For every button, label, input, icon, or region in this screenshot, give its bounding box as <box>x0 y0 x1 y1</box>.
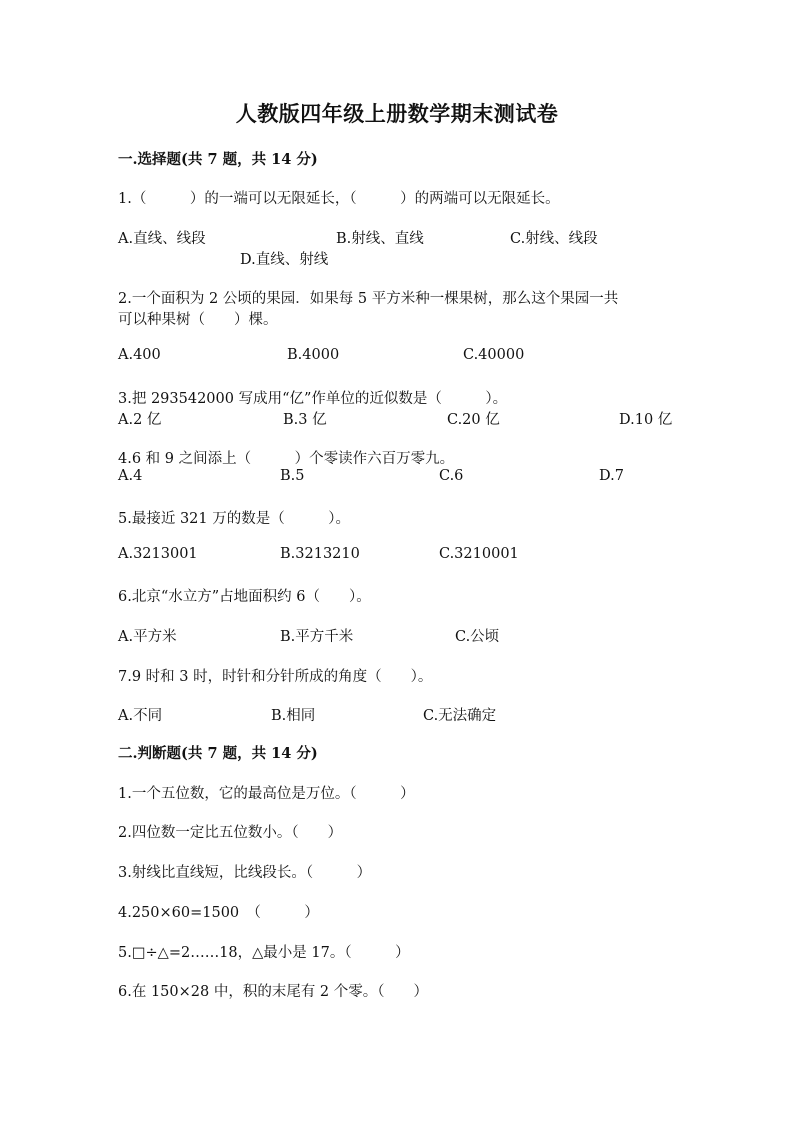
question-stem: 7.9 时和 3 时，时针和分针所成的角度（ ）。 <box>118 669 433 685</box>
judgment-item: 2.四位数一定比五位数小。（ ） <box>118 825 343 841</box>
option-b: B.射线、直线 <box>336 231 424 247</box>
judgment-item: 1.一个五位数，它的最高位是万位。（ ） <box>118 786 415 802</box>
option-a: A.不同 <box>118 708 163 724</box>
judgment-item: 5.□÷△=2……18，△最小是 17。（ ） <box>118 945 410 961</box>
option-d: D.10 亿 <box>619 412 673 428</box>
option-a: A.直线、线段 <box>118 231 206 247</box>
question-stem: 4.6 和 9 之间添上（ ）个零读作六百万零九。 <box>118 451 455 467</box>
option-c: C.40000 <box>463 347 525 363</box>
option-a: A.4 <box>118 468 143 484</box>
option-c: C.6 <box>439 468 464 484</box>
option-a: A.2 亿 <box>118 412 162 428</box>
option-c: C.射线、线段 <box>510 231 598 247</box>
judgment-item: 4.250×60=1500 （ ） <box>118 905 319 921</box>
option-d: D.7 <box>599 468 624 484</box>
option-a: A.3213001 <box>118 546 198 562</box>
option-c: C.3210001 <box>439 546 519 562</box>
option-a: A.平方米 <box>118 629 177 645</box>
question-stem: 6.北京“水立方”占地面积约 6（ ）。 <box>118 589 371 605</box>
option-b: B.3213210 <box>280 546 360 562</box>
option-d: D.直线、射线 <box>240 252 329 268</box>
option-b: B.5 <box>280 468 305 484</box>
question-stem: 5.最接近 321 万的数是（ ）。 <box>118 511 350 527</box>
question-stem: 2.一个面积为 2 公顷的果园．如果每 5 平方米种一棵果树，那么这个果园一共 <box>118 291 619 307</box>
section-heading-judgment: 二.判断题(共 7 题，共 14 分) <box>118 745 318 762</box>
option-c: C.20 亿 <box>447 412 500 428</box>
option-c: C.公顷 <box>455 629 500 645</box>
judgment-item: 6.在 150×28 中，积的末尾有 2 个零。（ ） <box>118 984 429 1000</box>
section-heading-choice: 一.选择题(共 7 题，共 14 分) <box>118 151 318 168</box>
exam-title: 人教版四年级上册数学期末测试卷 <box>235 101 559 126</box>
question-stem-continued: 可以种果树（ ）棵。 <box>118 312 278 328</box>
option-b: B.3 亿 <box>283 412 327 428</box>
question-stem: 3.把 293542000 写成用“亿”作单位的近似数是（ ）。 <box>118 391 508 407</box>
judgment-item: 3.射线比直线短，比线段长。（ ） <box>118 865 372 881</box>
option-b: B.相同 <box>271 708 316 724</box>
option-c: C.无法确定 <box>423 708 497 724</box>
option-a: A.400 <box>118 347 161 363</box>
option-b: B.4000 <box>287 347 340 363</box>
option-b: B.平方千米 <box>280 629 354 645</box>
question-stem: 1.（ ）的一端可以无限延长，（ ）的两端可以无限延长。 <box>118 191 560 207</box>
